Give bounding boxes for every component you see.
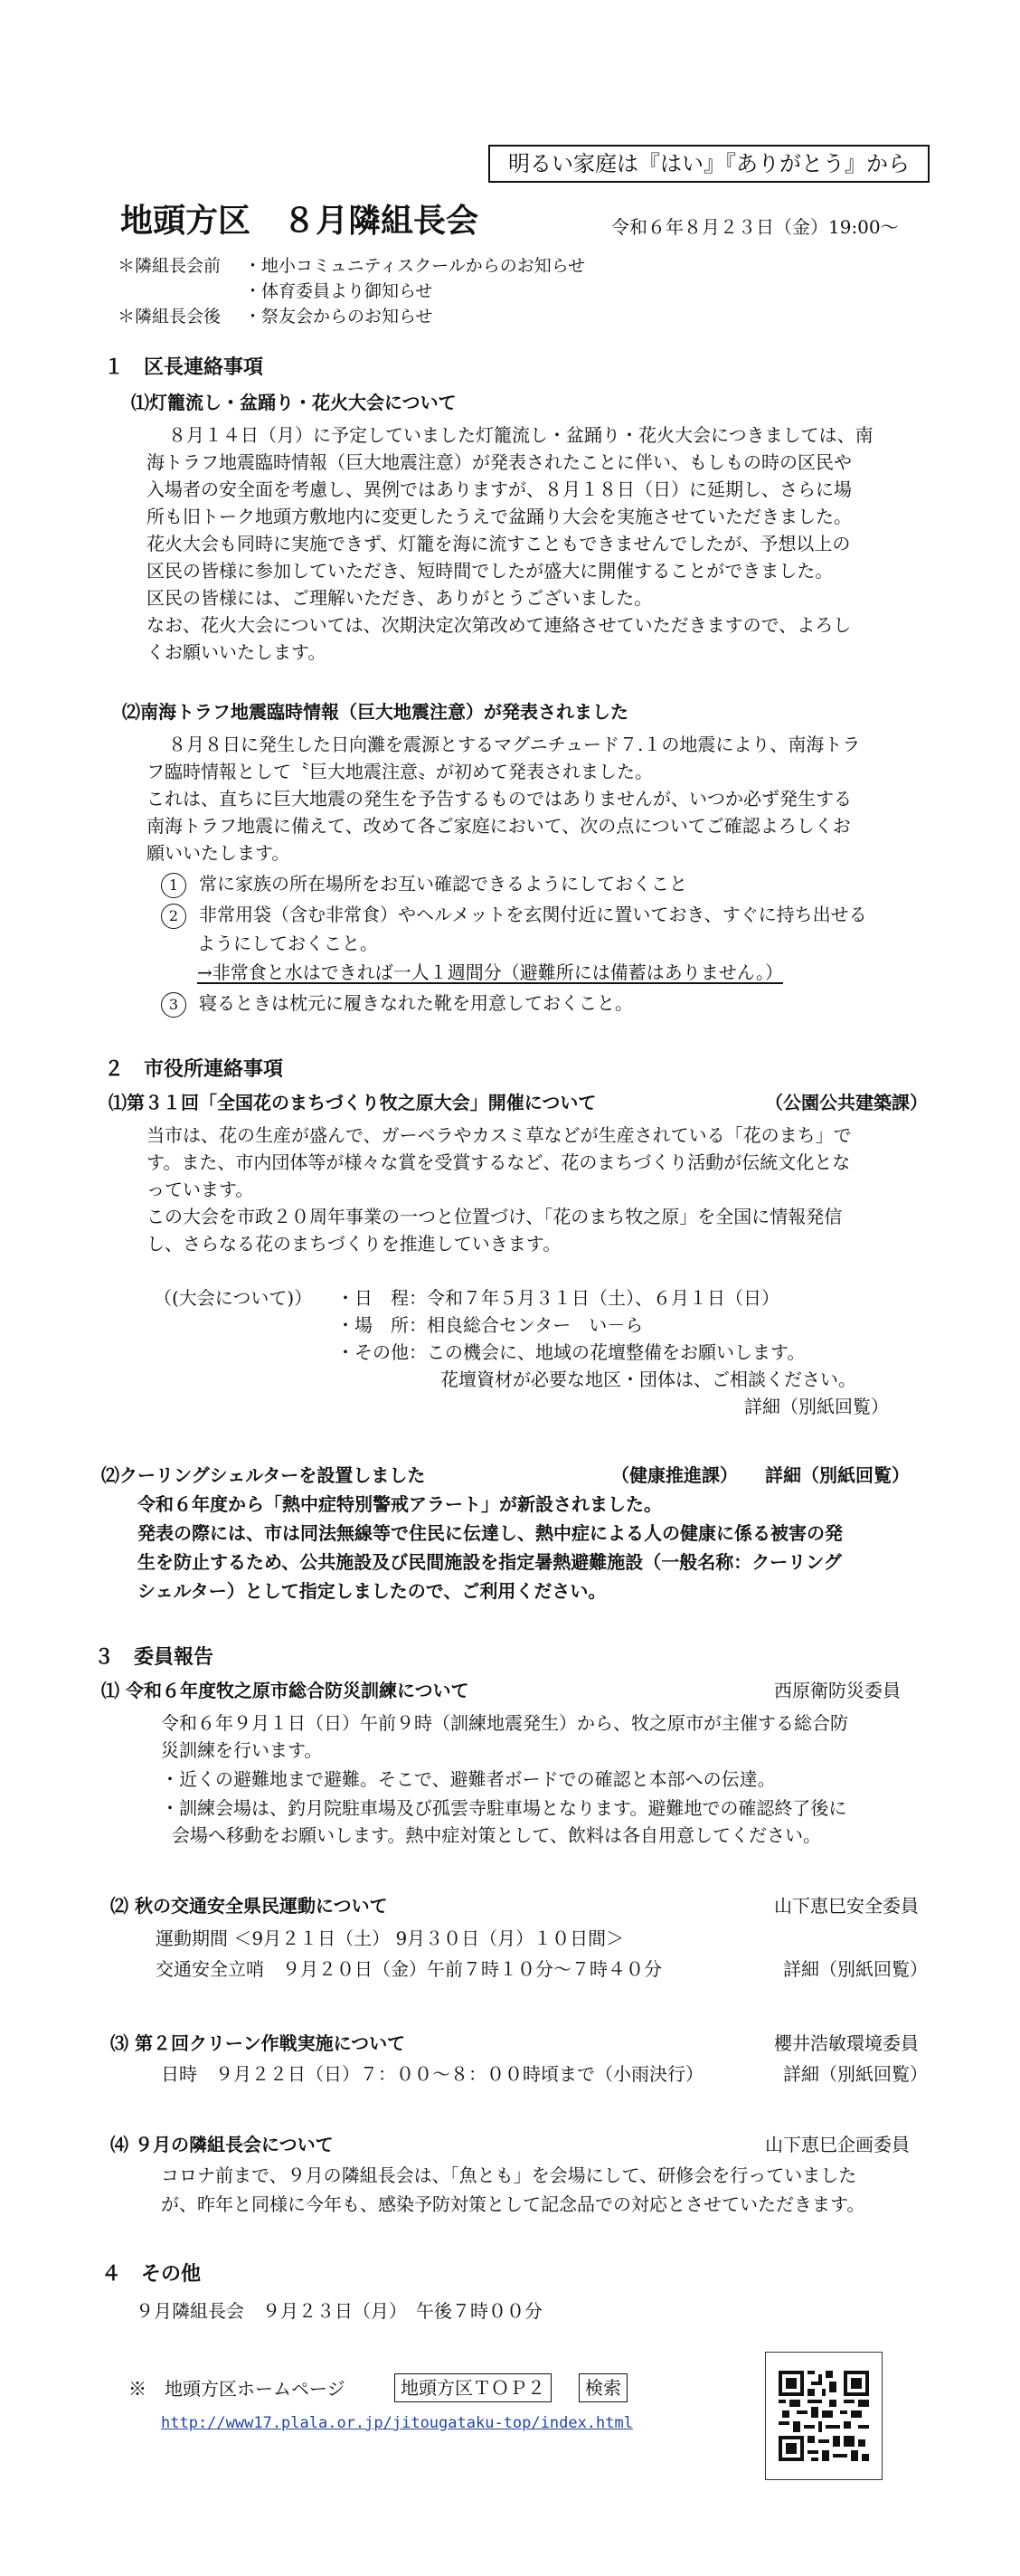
s1-sub1-line: くお願いいたします。 [146,641,326,663]
s3-sub3-detail: 詳細（別紙回覧） [783,2063,928,2085]
section-1-heading: １ 区長連絡事項 [104,356,264,379]
s1-item-2-note: →非常食と水はできれば一人１週間分（避難所には備蓄はありません。） [197,961,783,983]
s2-sub2-line: 生を防止するため、公共施設及び民間施設を指定暑熱避難施設（一般名称：クーリング [137,1551,842,1573]
s1-sub1-line: なお、花火大会については、次期決定次第改めて連絡させていただきますので、よろし [146,614,852,636]
qr-code [765,2352,883,2480]
s2-sub1-detail: 詳細（別紙回覧） [744,1396,889,1417]
s2-sub1-heading: ⑴第３１回「全国花のまちづくり牧之原大会」開催について [109,1092,597,1113]
s2-sub2-dept: （健康推進課） [611,1464,738,1486]
s2-sub1-line: っています。 [146,1179,254,1200]
section-4-heading: ４ その他 [101,2263,202,2286]
s4-line: ９月隣組長会 ９月２３日（月） 午後７時００分 [136,2300,543,2322]
s1-sub1-heading: ⑴灯籠流し・盆踊り・花火大会について [131,392,457,413]
s3-sub1-line: ・近くの避難地まで避難。そこで、避難者ボードでの確認と本部への伝達。 [161,1768,776,1790]
s3-sub4-line: コロナ前まで、９月の隣組長会は、「魚とも」を会場にして、研修会を行っていました [161,2164,857,2186]
s2-sub2-line: 発表の際には、市は同法無線等で住民に伝達し、熱中症による人の健康に係る被害の発 [137,1522,843,1544]
s3-sub1-line: ・訓練会場は、釣月院駐車場及び孤雲寺駐車場となります。避難地での確認終了後に [161,1797,847,1819]
s2-sub2-line: シェルター）として指定しましたので、ご利用ください。 [137,1580,607,1602]
agenda-before-item: ・体育委員より御知らせ [244,281,433,301]
motto-box: 明るい家庭は『はい』『ありがとう』から [488,145,930,183]
s2-date-line: ・日 程：令和７年５月３１日（土）、６月１日（日） [336,1287,779,1309]
s3-sub3-when: 日時 ９月２２日（日）７：００～８：００時頃まで（小雨決行） [161,2063,704,2085]
homepage-url-link[interactable]: http://www17.plala.or.jp/jitougataku-top/index.html [161,2414,633,2432]
s2-sub2-line: 令和６年度から「熱中症特別警戒アラート」が新設されました。 [137,1493,662,1515]
s3-sub3-who: 櫻井浩敏環境委員 [774,2032,919,2054]
agenda-after-item: ・祭友会からのお知らせ [244,307,433,327]
s3-sub2-detail: 詳細（別紙回覧） [783,1958,928,1980]
s1-item-3-text: 寝るときは枕元に履きなれた靴を用意しておくこと。 [199,992,633,1014]
s1-item-2-text: 非常用袋（含む非常食）やヘルメットを玄関付近に置いておき、すぐに持ち出せる [199,904,867,925]
s1-item-1-text: 常に家族の所在場所をお互い確認できるようにしておくこと [199,873,687,895]
s1-item-1 [161,870,687,898]
s1-sub2-heading: ⑵南海トラフ地震臨時情報（巨大地震注意）が発表されました [122,701,628,723]
s3-sub1-who: 西原衛防災委員 [774,1680,901,1701]
s1-sub2-line: フ臨時情報として〝巨大地震注意〟が初めて発表されました。 [146,761,653,782]
s3-sub4-who: 山下恵巳企画委員 [765,2134,910,2155]
s3-sub1-heading: ⑴ 令和６年度牧之原市総合防災訓練について [101,1680,469,1701]
s3-sub2-who: 山下恵巳安全委員 [774,1895,919,1917]
s2-sub1-line: 当市は、花の生産が盛んで、ガーベラやカスミ草などが生産されている「花のまち」で [146,1124,852,1146]
s2-place-line: ・場 所：相良総合センター い－ら [336,1314,644,1336]
page-title: 地頭方区 ８月隣組長会 [120,203,479,240]
s1-item-2 [161,901,867,929]
agenda-after-label: ＊隣組長会後 [118,307,222,327]
section-2-heading: ２ 市役所連絡事項 [104,1058,284,1081]
search-button[interactable]: 検索 [579,2373,628,2402]
s2-sub1-line: す。また、市内団体等が様々な賞を受賞するなど、花のまちづくり活動が伝統文化とな [146,1151,851,1173]
s1-sub2-line: これは、直ちに巨大地震の発生を予告するものではありませんが、いつか必ず発生する [146,788,852,810]
s1-sub1-line: 入場者の安全面を考慮し、異例ではありますが、８月１８日（日）に延期し、さらに場 [146,478,852,500]
s1-sub1-line: 海トラフ地震臨時情報（巨大地震注意）が発表されたことに伴い、もしもの時の区民や [146,451,852,473]
s3-sub1-line: 会場へ移動をお願いします。熱中症対策として、飲料は各自用意してください。 [172,1824,821,1846]
s3-sub2-heading: ⑵ 秋の交通安全県民運動について [110,1895,388,1917]
s3-sub2-standing: 交通安全立哨 ９月２０日（金）午前７時１０分～７時４０分 [156,1958,662,1980]
qr-code-icon [779,2371,869,2461]
s1-sub1-line: ８月１４日（月）に予定していました灯籠流し・盆踊り・花火大会につきましては、南 [168,424,874,446]
s2-about-label: （(大会について)） [154,1287,313,1309]
s1-sub2-line: ８月８日に発生した日向灘を震源とするマグニチュード７.１の地震により、南海トラ [168,734,861,755]
s1-sub2-line: 南海トラフ地震に備えて、改めて各ご家庭において、次の点についてご確認よろしくお [146,815,851,837]
agenda-before-label: ＊隣組長会前 [118,256,222,276]
s3-sub1-line: 災訓練を行います。 [161,1739,323,1761]
s3-sub3-heading: ⑶ 第２回クリーン作戦実施について [110,2032,406,2054]
s2-sub2-heading: ⑵クーリングシェルターを設置しました [101,1464,426,1486]
s1-sub2-line: 願いいたします。 [146,842,290,864]
top2-button[interactable]: 地頭方区ＴＯＰ２ [394,2373,552,2402]
s3-sub4-heading: ⑷ ９月の隣組長会について [110,2134,334,2155]
s1-sub1-line: 花火大会も同時に実施できず、灯籠を海に流すこともできませんでしたが、予想以上の [146,533,851,554]
s1-sub1-line: 区民の皆様には、ご理解いただき、ありがとうございました。 [146,587,653,609]
s2-sub1-line: この大会を市政２０周年事業の一つと位置づけ、「花のまち牧之原」を全国に情報発信 [146,1206,843,1227]
circled-number-1: 1 [161,873,186,898]
s1-item-2-cont: ようにしておくこと。 [197,933,378,954]
s1-sub1-line: 区民の皆様に参加していただき、短時間でしたが盛大に開催することができました。 [146,560,834,582]
agenda-before-item: ・地小コミュニティスクールからのお知らせ [244,256,586,276]
s3-sub2-period: 運動期間 ＜9月２１日（土） 9月３０日（月）１０日間＞ [156,1927,625,1949]
s1-sub1-line: 所も旧トーク地頭方敷地内に変更したうえで盆踊り大会を実施させていただきました。 [146,506,852,527]
s2-sub1-dept: （公園公共建築課） [765,1092,928,1113]
s2-sub2-detail: 詳細（別紙回覧） [765,1464,910,1486]
s3-sub4-line: が、昨年と同様に今年も、感染予防対策として記念品での対応とさせていただきます。 [161,2193,865,2215]
meeting-date: 令和６年８月２３日（金）19:00～ [611,216,899,238]
s2-other-cont: 花壇資材が必要な地区・団体は、ご相談ください。 [440,1368,856,1390]
homepage-label: ※ 地頭方区ホームページ [128,2378,345,2400]
s1-item-3 [161,990,633,1018]
s2-sub1-line: し、さらなる花のまちづくりを推進していきます。 [146,1233,562,1255]
circled-number-2: 2 [161,904,186,929]
s2-other-line: ・その他：この機会に、地域の花壇整備をお願いします。 [336,1341,806,1363]
s3-sub1-line: 令和６年９月１日（日）午前９時（訓練地震発生）から、牧之原市が主催する総合防 [161,1712,848,1734]
circled-number-3: 3 [161,992,186,1018]
section-3-heading: ３ 委員報告 [94,1646,214,1669]
